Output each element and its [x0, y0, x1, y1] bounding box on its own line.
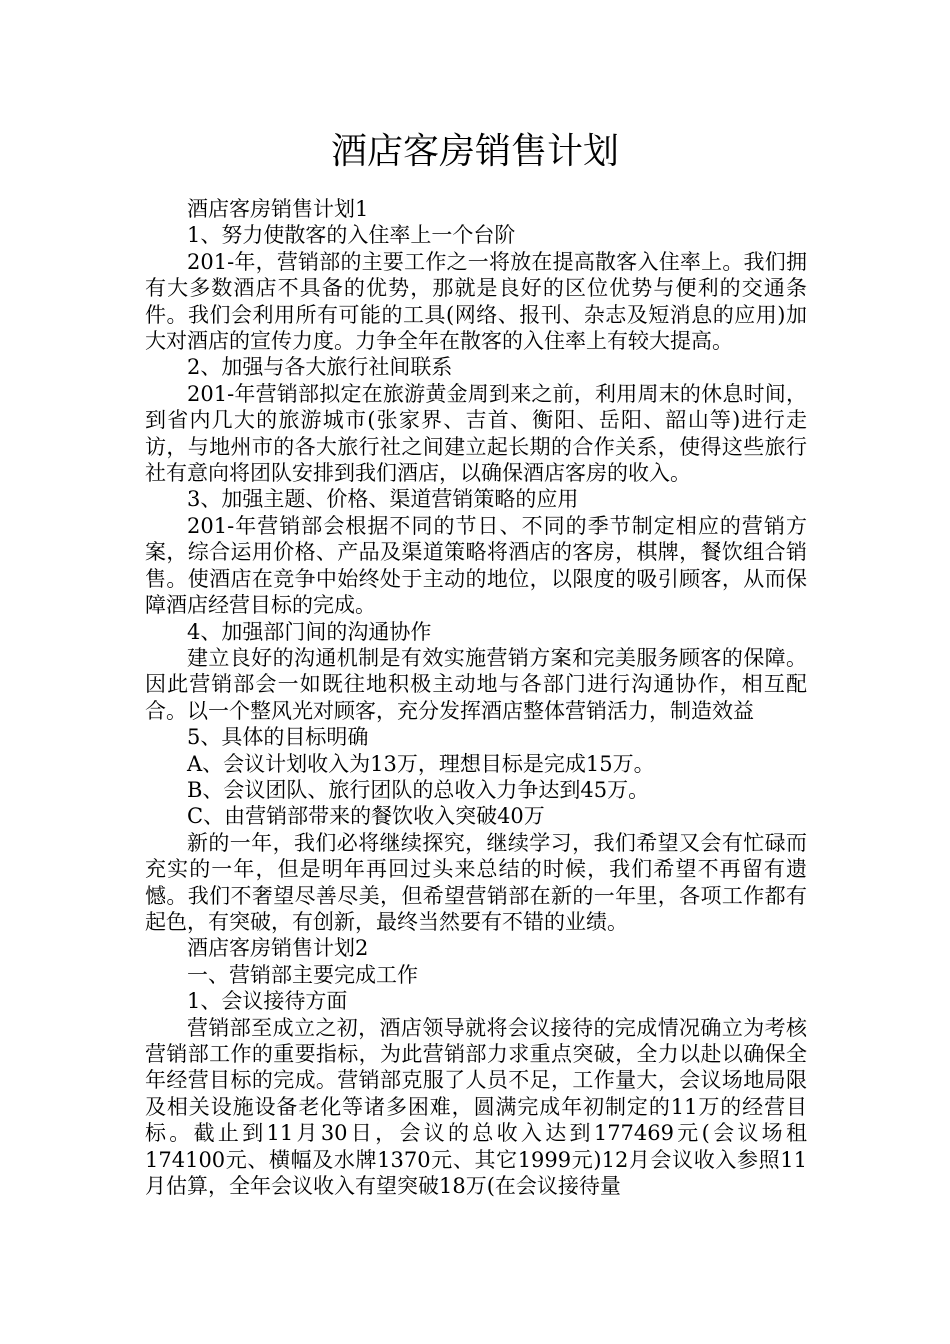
- paragraph-item-4-heading: 4、加强部门间的沟通协作: [187, 619, 432, 644]
- paragraph-item-4-body: 建立良好的沟通机制是有效实施营销方案和完美服务顾客的保障。因此营销部会一如既往地积极主动地与各部门进行沟通协作，相互配合。以一个整风光对顾客，充分发挥酒店整体营销活力，制造效益: [145, 645, 807, 723]
- paragraph-item-3-heading: 3、加强主题、价格、渠道营销策略的应用: [187, 487, 579, 512]
- paragraph-target-a: A、会议计划收入为13万，理想目标是完成15万。: [187, 751, 655, 776]
- paragraph-item-5-heading: 5、具体的目标明确: [187, 725, 369, 750]
- paragraph-plan-1-heading: 酒店客房销售计划1: [187, 197, 369, 221]
- paragraph-subsection-1-heading: 1、会议接待方面: [187, 989, 348, 1014]
- paragraph-section-1-heading: 一、营销部主要完成工作: [187, 962, 418, 987]
- paragraph-target-c: C、由营销部带来的餐饮收入突破40万: [187, 804, 545, 829]
- paragraph-item-2-heading: 2、加强与各大旅行社间联系: [187, 355, 453, 380]
- paragraph-subsection-1-body: 营销部至成立之初，酒店领导就将会议接待的完成情况确立为考核营销部工作的重要指标，为此营销部力求重点突破，全力以赴以确保全年经营目标的完成。营销部克服了人员不足，工作量大，会议场地局限及相关设施设备老化等诸多困难，圆满完成年初制定的11万的经营目标。截止到11月30日，会议的总收入达到177469元(会议场租174100元、横幅及水牌1370元、其它1999元)12月会议收入参照11月估算，全年会议收入有望突破18万(在会议接待量: [145, 1015, 807, 1199]
- paragraph-item-1-body: 201-年，营销部的主要工作之一将放在提高散客入住率上。我们拥有大多数酒店不具备的优势，那就是良好的区位优势与便利的交通条件。我们会利用所有可能的工具(网络、报刊、杂志及短消息的应用)加大对酒店的宣传力度。力争全年在散客的入住率上有较大提高。: [145, 249, 807, 354]
- paragraph-target-b: B、会议团队、旅行团队的总收入力争达到45万。: [187, 777, 650, 802]
- paragraph-item-2-body: 201-年营销部拟定在旅游黄金周到来之前，利用周末的休息时间，到省内几大的旅游城市(张家界、吉首、衡阳、岳阳、韶山等)进行走访，与地州市的各大旅行社之间建立起长期的合作关系，使得这些旅行社有意向将团队安排到我们酒店，以确保酒店客房的收入。: [145, 381, 807, 486]
- document-body: [145, 196, 807, 1199]
- paragraph-plan-2-heading: 酒店客房销售计划2: [187, 936, 369, 961]
- document-title: 酒店客房销售计划: [330, 131, 619, 172]
- paragraph-item-3-body: 201-年营销部会根据不同的节日、不同的季节制定相应的营销方案，综合运用价格、产品及渠道策略将酒店的客房，棋牌，餐饮组合销售。使酒店在竞争中始终处于主动的地位，以限度的吸引顾客，从而保障酒店经营目标的完成。: [145, 513, 807, 618]
- paragraph-closing: 新的一年，我们必将继续探究，继续学习，我们希望又会有忙碌而充实的一年，但是明年再回过头来总结的时候，我们希望不再留有遗憾。我们不奢望尽善尽美，但希望营销部在新的一年里，各项工作都有起色，有突破，有创新，最终当然要有不错的业绩。: [145, 830, 807, 934]
- paragraph-item-1-heading: 1、努力使散客的入住率上一个台阶: [187, 223, 516, 248]
